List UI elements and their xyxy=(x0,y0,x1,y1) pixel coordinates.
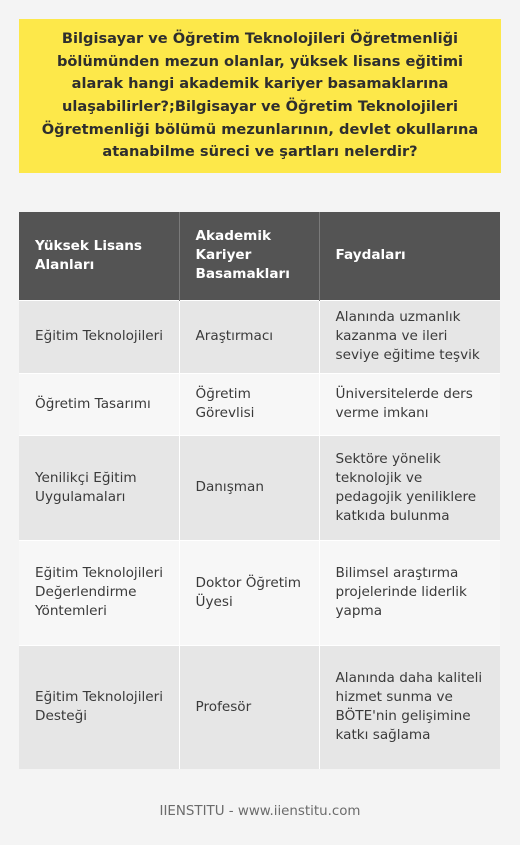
title-banner xyxy=(19,19,501,173)
table-cell: Eğitim Teknolojileri xyxy=(19,300,179,373)
page-title: Bilgisayar ve Öğretim Teknolojileri Öğretmenliği bölümünden mezun olanlar, yüksek lisans eğitimi alarak hangi akademik kariyer basamaklarına ulaşabilirler?;Bilgisayar ve Öğretim Teknolojileri Öğretmenliği bölümü mezunlarının, devlet okullarına atanabilme süreci ve şartları nelerdir? xyxy=(41,30,479,161)
table-row xyxy=(19,435,500,540)
table-cell: Öğretim Görevlisi xyxy=(179,373,319,435)
table-cell: Bilimsel araştırma projelerinde liderlik yapma xyxy=(319,540,500,645)
column-header-career-steps: Akademik Kariyer Basamakları xyxy=(179,212,319,300)
footer-credit: IIENSTITU - www.iienstitu.com xyxy=(159,804,361,819)
column-header-benefits: Faydaları xyxy=(319,212,500,300)
table-cell: Danışman xyxy=(179,435,319,540)
table-cell: Alanında daha kaliteli hizmet sunma ve BÖTE'nin gelişimine katkı sağlama xyxy=(319,645,500,769)
table-cell: Alanında uzmanlık kazanma ve ileri seviye eğitime teşvik xyxy=(319,300,500,373)
table-row xyxy=(19,540,500,645)
table-cell: Profesör xyxy=(179,645,319,769)
table-cell: Sektöre yönelik teknolojik ve pedagojik yeniliklere katkıda bulunma xyxy=(319,435,500,540)
table-row xyxy=(19,645,500,769)
table-cell: Yenilikçi Eğitim Uygulamaları xyxy=(19,435,179,540)
table-cell: Doktor Öğretim Üyesi xyxy=(179,540,319,645)
table-cell: Araştırmacı xyxy=(179,300,319,373)
table-header-row xyxy=(19,212,500,300)
table-cell: Eğitim Teknolojileri Desteği xyxy=(19,645,179,769)
career-table xyxy=(19,212,500,769)
table-cell: Üniversitelerde ders verme imkanı xyxy=(319,373,500,435)
table-cell: Öğretim Tasarımı xyxy=(19,373,179,435)
table-row xyxy=(19,300,500,373)
table-cell: Eğitim Teknolojileri Değerlendirme Yöntemleri xyxy=(19,540,179,645)
table-row xyxy=(19,373,500,435)
column-header-master-fields: Yüksek Lisans Alanları xyxy=(19,212,179,300)
